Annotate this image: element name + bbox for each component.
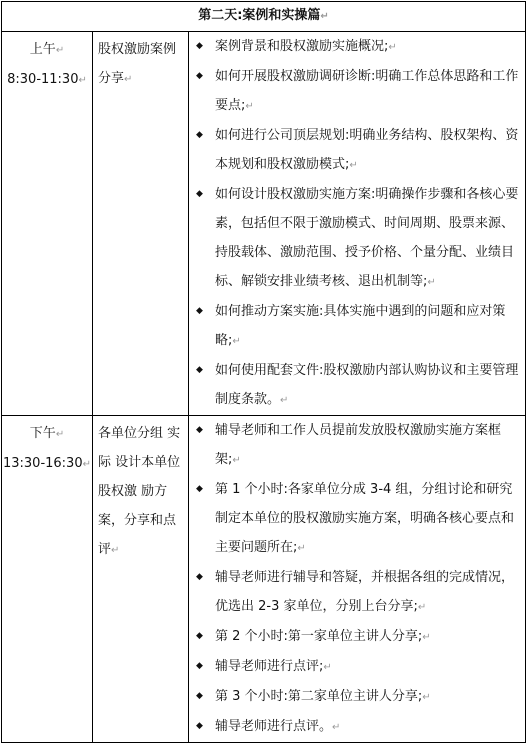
return-mark-icon: ↵: [297, 543, 306, 554]
item-text: 如何开展股权激励调研诊断:明确工作总体思路和工作要点;: [215, 69, 519, 113]
diamond-bullet-icon: ◆: [196, 661, 203, 671]
diamond-bullet-icon: ◆: [196, 425, 203, 435]
schedule-table: [1, 1, 526, 743]
return-mark-icon: ↵: [323, 662, 332, 673]
list-item: [189, 62, 523, 121]
return-mark-icon: ↵: [417, 602, 427, 613]
content-cell: [189, 416, 526, 743]
list-item: [189, 180, 523, 297]
diamond-bullet-icon: ◆: [196, 484, 203, 494]
item-text: 如何使用配套文件:股权激励内部认购协议和主要管理制度条款。: [215, 363, 519, 407]
time-range: 13:30-16:30: [2, 456, 83, 471]
item-text: 第 1 个小时:各家单位分成 3-4 组，分组讨论和研究制定本单位的股权激励实施方案，明确各核心要点和主要问题所在;: [215, 482, 515, 555]
list-item: [189, 712, 523, 742]
content-cell: [189, 32, 526, 416]
return-mark-icon: ↵: [78, 75, 87, 86]
item-list: [189, 416, 525, 742]
return-mark-icon: ↵: [427, 277, 436, 288]
topic-cell: [93, 32, 189, 416]
return-mark-icon: ↵: [332, 722, 341, 733]
diamond-bullet-icon: ◆: [196, 572, 203, 582]
time-range: 8:30-11:30: [7, 72, 79, 87]
item-text: 第 3 个小时:第二家单位主讲人分享;: [215, 689, 423, 704]
diamond-bullet-icon: ◆: [196, 721, 203, 731]
item-text: 辅导老师进行辅导和答疑，并根据各组的完成情况，优选出 2-3 家单位，分别上台分享;: [215, 570, 515, 614]
diamond-bullet-icon: ◆: [196, 130, 203, 140]
list-item: [189, 622, 523, 652]
return-mark-icon: ↵: [388, 42, 397, 53]
diamond-bullet-icon: ◆: [196, 71, 203, 81]
item-text: 案例背景和股权激励实施概况;: [215, 39, 389, 54]
period-label: 下午: [29, 426, 56, 441]
diamond-bullet-icon: ◆: [196, 189, 203, 199]
item-text: 辅导老师进行点评。: [215, 719, 333, 734]
list-item: [189, 652, 523, 682]
topic-text: 各单位分组 实际 设计本单位股权激 励方案，分享和点评: [98, 426, 181, 557]
item-text: 如何设计股权激励实施方案:明确操作步骤和各核心要素，包括但不限于激励模式、时间周期、股票来源、持股载体、激励范围、授予价格、个量分配、业绩目标、解锁安排业绩考核、退出机制等;: [215, 187, 519, 289]
item-list: [189, 32, 525, 415]
list-item: [189, 416, 523, 475]
list-item: [189, 297, 523, 356]
table-header: [2, 2, 526, 32]
table-row: [2, 416, 526, 743]
item-text: 辅导老师进行点评;: [215, 659, 324, 674]
time-cell: [2, 416, 93, 743]
return-mark-icon: ↵: [422, 692, 431, 703]
diamond-bullet-icon: ◆: [196, 691, 203, 701]
return-mark-icon: ↵: [422, 632, 431, 643]
list-item: [189, 563, 523, 622]
time-cell: [2, 32, 93, 416]
item-text: 如何进行公司顶层规划:明确业务结构、股权架构、资本规划和股权激励模式;: [215, 128, 519, 172]
return-mark-icon: ↵: [232, 455, 241, 466]
diamond-bullet-icon: ◆: [196, 631, 203, 641]
topic-cell: [93, 416, 189, 743]
return-mark-icon: ↵: [55, 429, 65, 440]
return-mark-icon: ↵: [232, 336, 241, 347]
diamond-bullet-icon: ◆: [196, 365, 203, 375]
return-mark-icon: ↵: [82, 459, 91, 470]
list-item: [189, 32, 523, 62]
item-text: 如何推动方案实施:具体实施中遇到的问题和应对策略;: [215, 304, 506, 348]
return-mark-icon: ↵: [280, 395, 289, 406]
item-text: 第 2 个小时:第一家单位主讲人分享;: [215, 629, 423, 644]
return-mark-icon: ↵: [349, 160, 358, 171]
list-item: [189, 475, 523, 563]
return-mark-icon: ↵: [55, 45, 65, 56]
list-item: [189, 682, 523, 712]
return-mark-icon: ↵: [320, 11, 329, 22]
table-row: [2, 32, 526, 416]
item-text: 辅导老师和工作人员提前发放股权激励实施方案框架;: [215, 423, 502, 467]
diamond-bullet-icon: ◆: [196, 306, 203, 316]
list-item: [189, 356, 523, 415]
return-mark-icon: ↵: [124, 74, 133, 85]
return-mark-icon: ↵: [245, 101, 254, 112]
diamond-bullet-icon: ◆: [196, 41, 203, 51]
list-item: [189, 121, 523, 180]
return-mark-icon: ↵: [111, 545, 120, 556]
topic-text: 股权激励案例分享: [98, 42, 177, 86]
period-label: 上午: [29, 42, 56, 57]
day-title: 第二天:案例和实操篇: [198, 8, 321, 23]
